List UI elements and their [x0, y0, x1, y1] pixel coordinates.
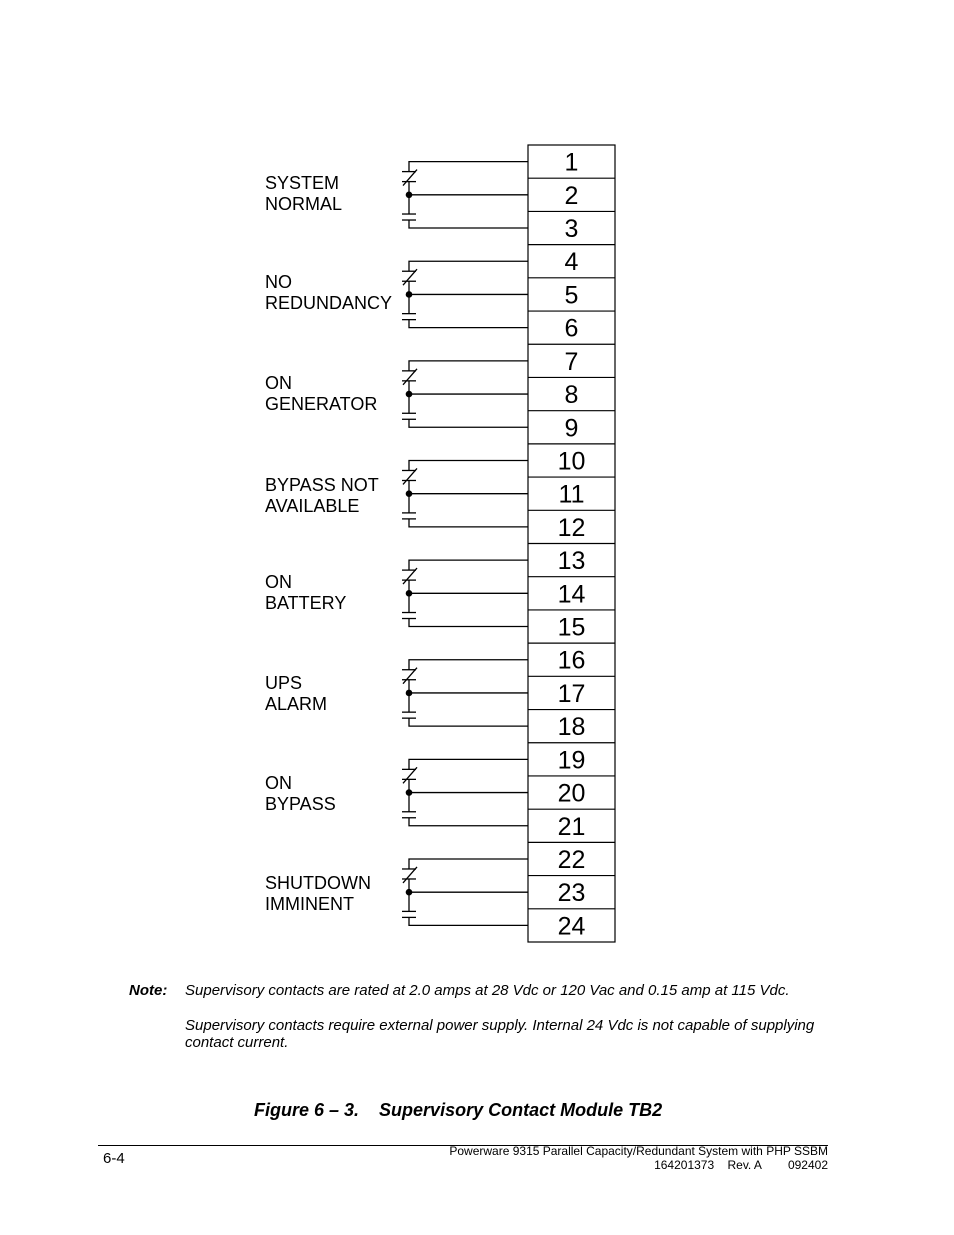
wire: [409, 162, 528, 172]
terminal-block-tb2: [528, 145, 615, 942]
wire: [409, 460, 528, 470]
footer-document-info: [449, 1144, 828, 1172]
terminal-number: 19: [557, 746, 586, 775]
wire: [409, 660, 528, 670]
note-power-supply-text: Supervisory contacts require external power supply. Internal 24 Vdc is not capable of supplying contact current.: [185, 1017, 815, 1051]
terminal-number: 5: [564, 281, 579, 310]
terminal-number: 6: [564, 314, 579, 343]
contact-label-on-bypass: [265, 773, 336, 815]
label-line: ALARM: [265, 694, 328, 714]
label-line: BYPASS: [265, 794, 336, 814]
label-line: NO: [265, 272, 292, 292]
label-line: REDUNDANCY: [265, 293, 393, 313]
terminal-number: 12: [557, 513, 586, 542]
contact-symbols: [402, 162, 528, 926]
terminal-number: 16: [557, 646, 586, 675]
label-line: ON: [265, 572, 292, 592]
terminal-number: 3: [564, 215, 579, 244]
wire: [409, 361, 528, 371]
terminal-number: 11: [558, 480, 585, 509]
contact-symbol-icon: [402, 560, 528, 626]
label-line: ON: [265, 373, 292, 393]
label-line: BYPASS NOT: [265, 475, 379, 495]
contact-symbol-icon: [402, 361, 528, 427]
terminal-number: 14: [557, 580, 586, 609]
wire: [409, 220, 528, 228]
contact-label-bypass-not-available: [265, 475, 379, 517]
label-line: UPS: [265, 673, 303, 693]
contact-label-system-normal: [265, 173, 342, 215]
contact-label-no-redundancy: [265, 272, 392, 314]
wire: [409, 917, 528, 925]
contact-symbol-icon: [402, 859, 528, 925]
label-line: NORMAL: [265, 194, 343, 214]
contact-label-shutdown-imminent: [265, 873, 371, 915]
terminal-number: 20: [557, 779, 586, 808]
contact-label-ups-alarm: [265, 673, 327, 715]
figure-caption: Figure 6 – 3. Supervisory Contact Module TB2: [254, 1100, 663, 1120]
terminal-number: 4: [564, 248, 579, 277]
page-number: 6-4: [103, 1150, 125, 1167]
wire: [409, 619, 528, 627]
terminal-number: 9: [564, 414, 579, 443]
wire: [409, 818, 528, 826]
label-line: SYSTEM: [265, 173, 340, 193]
contact-symbol-icon: [402, 162, 528, 228]
terminal-number: 2: [564, 181, 579, 210]
label-line: GENERATOR: [265, 394, 378, 414]
terminal-number: 10: [557, 447, 586, 476]
terminal-number: 23: [557, 879, 586, 908]
footer-doc-number: 164201373 Rev. A 092402: [654, 1158, 828, 1172]
note-rating-text: Supervisory contacts are rated at 2.0 amps at 28 Vdc or 120 Vac and 0.15 amp at 115 Vdc.: [185, 982, 790, 999]
terminal-number: 1: [564, 148, 579, 177]
terminal-number: 22: [557, 845, 586, 874]
terminal-number: 18: [557, 713, 586, 742]
terminal-number: 13: [557, 547, 586, 576]
contact-label-on-generator: [265, 373, 377, 415]
contact-symbol-icon: [402, 460, 528, 526]
wire: [409, 718, 528, 726]
terminal-number: 15: [557, 613, 586, 642]
contact-symbol-icon: [402, 660, 528, 726]
terminal-number: 8: [564, 381, 579, 410]
label-line: AVAILABLE: [265, 496, 360, 516]
label-line: ON: [265, 773, 292, 793]
wire: [409, 759, 528, 769]
label-line: SHUTDOWN: [265, 873, 371, 893]
terminal-number: 24: [557, 912, 586, 941]
wire: [409, 320, 528, 328]
note-label: Note:: [129, 982, 168, 999]
contact-symbol-icon: [402, 759, 528, 825]
wire: [409, 261, 528, 271]
label-line: IMMINENT: [265, 894, 354, 914]
contact-symbol-icon: [402, 261, 528, 327]
wire: [409, 519, 528, 527]
footer-title: Powerware 9315 Parallel Capacity/Redundant System with PHP SSBM: [449, 1144, 828, 1158]
terminal-number: 17: [557, 679, 586, 708]
terminal-number: 7: [564, 347, 579, 376]
terminal-number: 21: [557, 812, 586, 841]
label-line: BATTERY: [265, 593, 347, 613]
wire: [409, 859, 528, 869]
contact-label-on-battery: [265, 572, 346, 614]
wire: [409, 560, 528, 570]
wire: [409, 419, 528, 427]
